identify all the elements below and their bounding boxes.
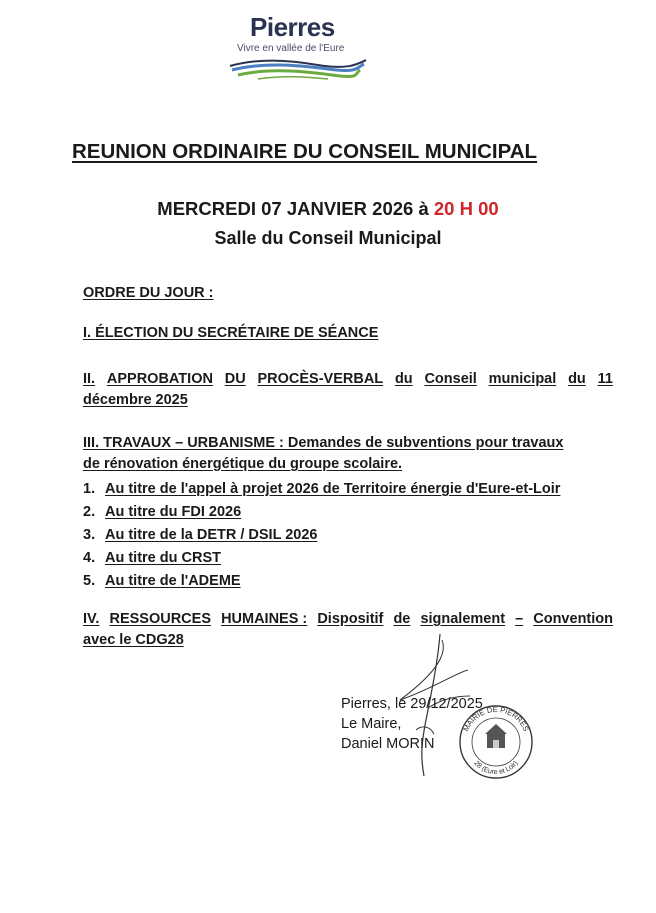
signature-place-date: Pierres, le 29/12/2025 — [341, 696, 483, 712]
meeting-room: Salle du Conseil Municipal — [214, 228, 442, 248]
word: PROCÈS-VERBAL — [257, 371, 384, 387]
meeting-date-line — [0, 197, 656, 221]
agenda-item-1: I. ÉLECTION DU SECRÉTAIRE DE SÉANCE — [83, 325, 379, 341]
agenda-item-3-line-1: III. TRAVAUX – URBANISME : Demandes de subventions pour travaux — [83, 435, 564, 451]
meeting-time: 20 H 00 — [433, 198, 499, 219]
word: RESSOURCES — [109, 611, 211, 627]
word: HUMAINES : — [221, 611, 308, 627]
town-hall-stamp-icon — [456, 696, 536, 786]
list-item — [83, 524, 623, 547]
agenda-item-4-line-2: avec le CDG28 — [83, 632, 184, 648]
word: 11 — [597, 371, 613, 387]
word: Conseil — [424, 371, 477, 387]
list-text: Au titre du CRST — [105, 550, 221, 566]
word: DU — [224, 371, 246, 387]
subsidy-list — [83, 478, 623, 593]
svg-text:28 (Eure et Loir): 28 (Eure et Loir) — [472, 759, 520, 777]
word: Convention — [533, 611, 613, 627]
list-number: 2. — [83, 504, 96, 520]
word: APPROBATION — [106, 371, 213, 387]
list-item — [83, 547, 623, 570]
word: municipal — [488, 371, 557, 387]
list-item — [83, 570, 623, 593]
agenda-item-4-line-1 — [83, 609, 613, 630]
agenda-heading: ORDRE DU JOUR : — [83, 285, 214, 301]
list-item — [83, 478, 623, 501]
word: de — [393, 611, 411, 627]
agenda-item-2-line-1 — [83, 369, 613, 390]
word: II. — [83, 371, 96, 387]
list-text: Au titre du FDI 2026 — [105, 504, 242, 520]
agenda-item-2-line-2: décembre 2025 — [83, 392, 188, 408]
list-number: 3. — [83, 527, 96, 543]
list-text: Au titre de l'appel à projet 2026 de Territoire énergie d'Eure-et-Loir — [105, 481, 561, 497]
logo-waves-icon — [228, 56, 368, 82]
word: du — [568, 371, 586, 387]
list-item — [83, 501, 623, 524]
pierres-logo — [228, 12, 368, 82]
list-number: 5. — [83, 573, 96, 589]
word: signalement — [420, 611, 506, 627]
signature-name: Daniel MORIN — [341, 736, 435, 752]
meeting-date: MERCREDI 07 JANVIER 2026 à — [157, 198, 429, 219]
logo-name: Pierres — [250, 12, 335, 42]
list-number: 1. — [83, 481, 96, 497]
agenda-item-3 — [83, 433, 613, 475]
word: IV. — [83, 611, 100, 627]
list-text: Au titre de l'ADEME — [105, 573, 241, 589]
word: – — [515, 611, 524, 627]
list-number: 4. — [83, 550, 96, 566]
agenda-item-2 — [83, 369, 613, 411]
agenda-item-4 — [83, 609, 613, 651]
meeting-title: REUNION ORDINAIRE DU CONSEIL MUNICIPAL — [72, 140, 538, 163]
list-text: Au titre de la DETR / DSIL 2026 — [105, 527, 318, 543]
agenda-item-3-line-2: de rénovation énergétique du groupe scolaire. — [83, 456, 403, 472]
word: Dispositif — [317, 611, 384, 627]
logo-tagline: Vivre en vallée de l'Eure — [237, 43, 345, 54]
signature-role: Le Maire, — [341, 716, 402, 732]
svg-text:MAIRIE DE PIERRES: MAIRIE DE PIERRES — [461, 704, 531, 733]
word: du — [394, 371, 413, 387]
